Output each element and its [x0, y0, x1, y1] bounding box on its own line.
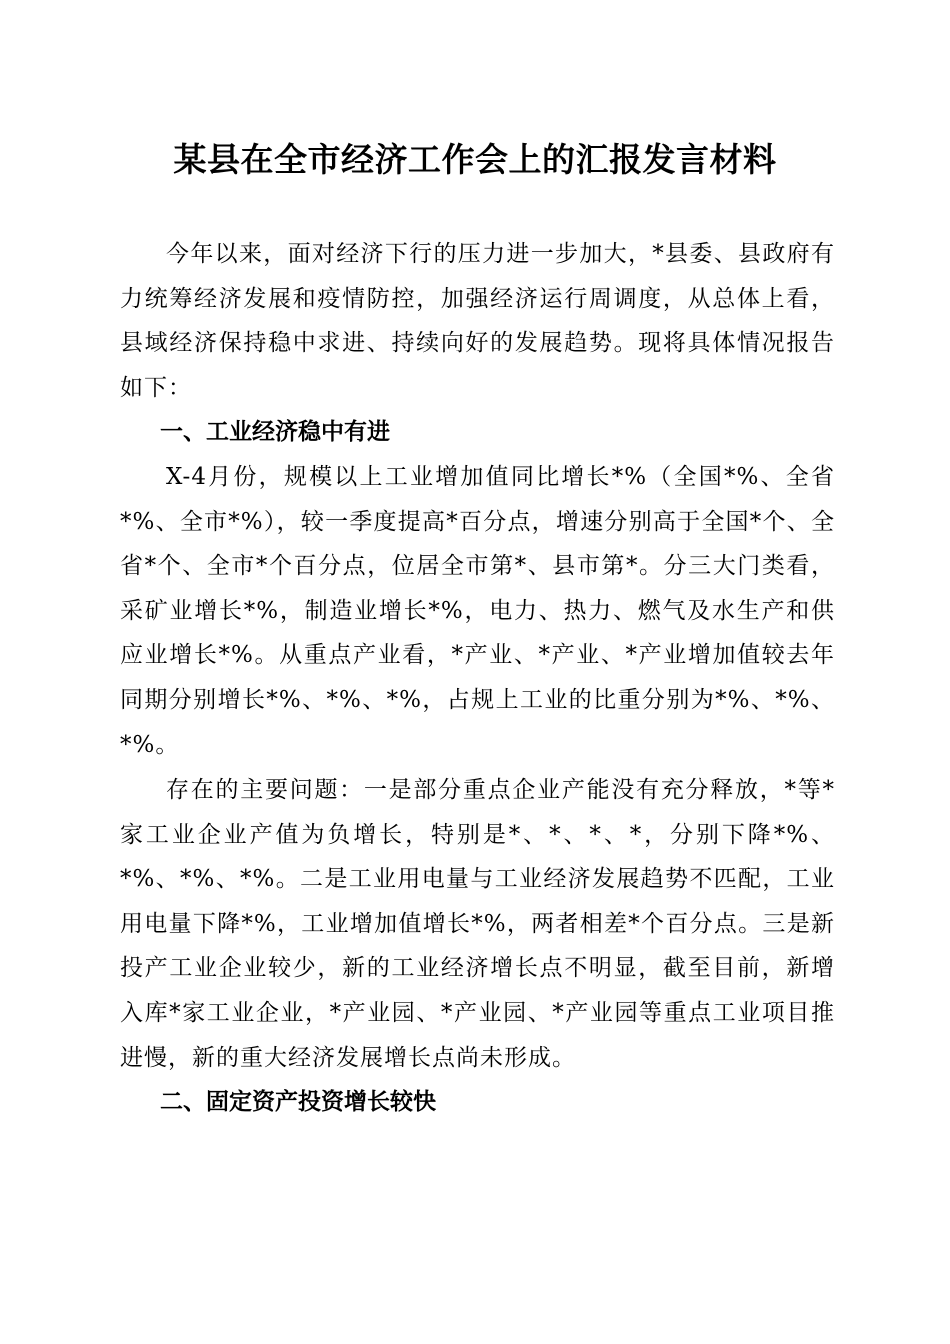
section-heading-investment: 二、固定资产投资增长较快 [160, 1089, 436, 1115]
intro-paragraph: 今年以来，面对经济下行的压力进一步加大，*县委、县政府有力统筹经济发展和疫情防控，加强经济运行周调度，从总体上看，县域经济保持稳中求进、持续向好的发展趋势。现将具体情况报告如下： [120, 241, 835, 401]
industry-paragraph: X-4月份，规模以上工业增加值同比增长*%（全国*%、全省*%、全市*%），较一季度提高*百分点，增速分别高于全国*个、全省*个、全市*个百分点，位居全市第*、县市第*。分三大门类看，采矿业增长*%，制造业增长*%，电力、热力、燃气及水生产和供应业增长*%。从重点产业看，*产业、*产业、*产业增加值较去年同期分别增长*%、*%、*%，占规上工业的比重分别为*%、*%、*%。 [120, 464, 835, 758]
document-title: 某县在全市经济工作会上的汇报发言材料 [173, 140, 777, 179]
problems-paragraph: 存在的主要问题：一是部分重点企业产能没有充分释放，*等*家工业企业产值为负增长，特别是*、*、*、*，分别下降*%、*%、*%、*%。二是工业用电量与工业经济发展趋势不匹配，工业用电量下降*%，工业增加值增长*%，两者相差*个百分点。三是新投产工业企业较少，新的工业经济增长点不明显，截至目前，新增入库*家工业企业，*产业园、*产业园、*产业园等重点工业项目推进慢，新的重大经济发展增长点尚未形成。 [120, 777, 835, 1071]
section-heading-industry: 一、工业经济稳中有进 [160, 419, 390, 445]
